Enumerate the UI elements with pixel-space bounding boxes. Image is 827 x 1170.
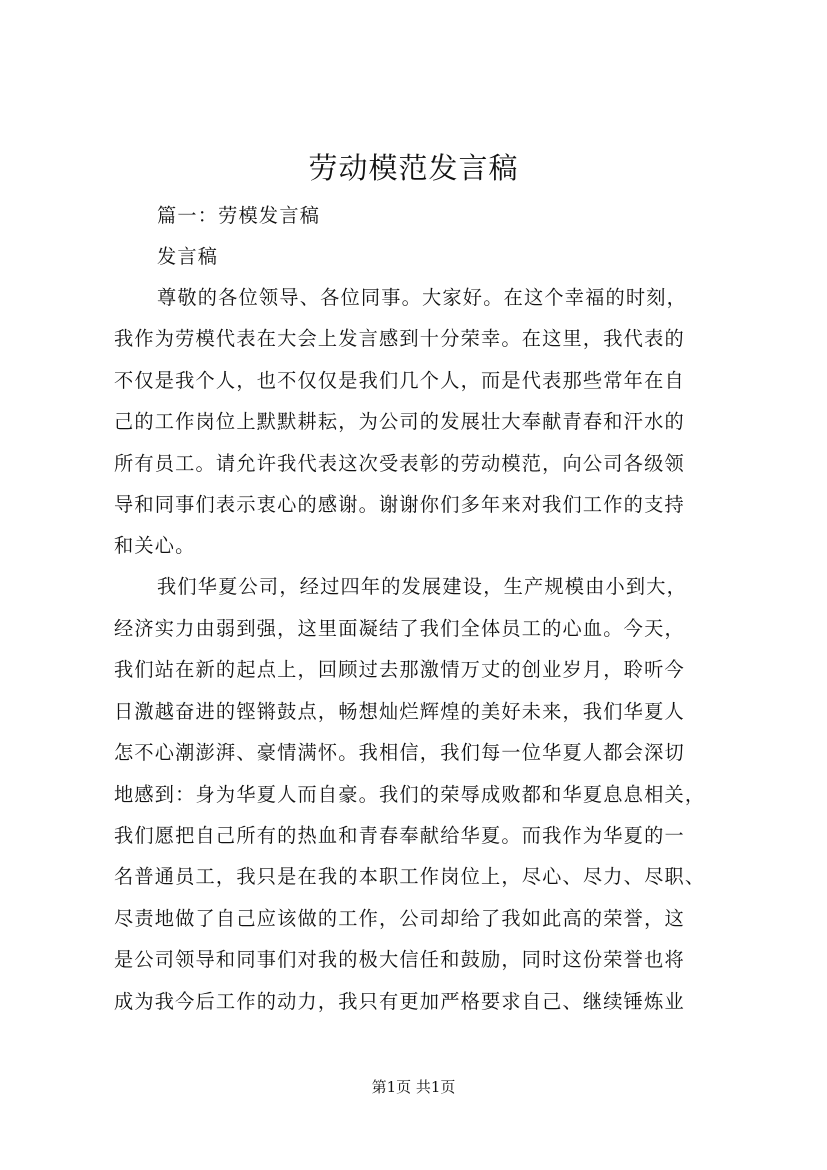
page-footer: 第1页 共1页	[371, 1078, 456, 1096]
body-line: 我们愿把自己所有的热血和青春奉献给华夏。而我作为华夏的一	[114, 824, 685, 847]
body-line: 所有员工。请允许我代表这次受表彰的劳动模范，向公司各级领	[114, 452, 685, 475]
body-line: 成为我今后工作的动力，我只有更加严格要求自己、继续锤炼业	[114, 990, 685, 1013]
body-line: 导和同事们表示衷心的感谢。谢谢你们多年来对我们工作的支持	[114, 493, 685, 516]
subheading: 发言稿	[157, 245, 219, 268]
body-line: 不仅是我个人，也不仅仅是我们几个人，而是代表那些常年在自	[114, 369, 685, 392]
body-line: 尊敬的各位领导、各位同事。大家好。在这个幸福的时刻，	[157, 286, 688, 309]
body-line: 己的工作岗位上默默耕耘，为公司的发展壮大奉献青春和汗水的	[114, 410, 685, 433]
body-line: 地感到：身为华夏人而自豪。我们的荣辱成败都和华夏息息相关，	[114, 783, 706, 806]
body-line: 日激越奋进的铿锵鼓点，畅想灿烂辉煌的美好未来，我们华夏人	[114, 700, 685, 723]
body-line: 我们华夏公司，经过四年的发展建设，生产规模由小到大，	[157, 575, 688, 598]
body-line: 尽责地做了自己应该做的工作，公司却给了我如此高的荣誉，这	[114, 907, 685, 930]
document-title: 劳动模范发言稿	[308, 151, 519, 185]
body-line: 经济实力由弱到强，这里面凝结了我们全体员工的心血。今天，	[114, 617, 685, 640]
body-line: 我作为劳模代表在大会上发言感到十分荣幸。在这里，我代表的	[114, 327, 685, 350]
body-line: 是公司领导和同事们对我的极大信任和鼓励，同时这份荣誉也将	[114, 948, 685, 971]
body-line: 名普通员工，我只是在我的本职工作岗位上，尽心、尽力、尽职、	[114, 865, 706, 888]
body-line: 我们站在新的起点上，回顾过去那激情万丈的创业岁月，聆听今	[114, 658, 685, 681]
section-heading: 篇一：劳模发言稿	[157, 204, 321, 227]
body-line: 和关心。	[114, 534, 196, 557]
body-line: 怎不心潮澎湃、豪情满怀。我相信，我们每一位华夏人都会深切	[114, 741, 685, 764]
